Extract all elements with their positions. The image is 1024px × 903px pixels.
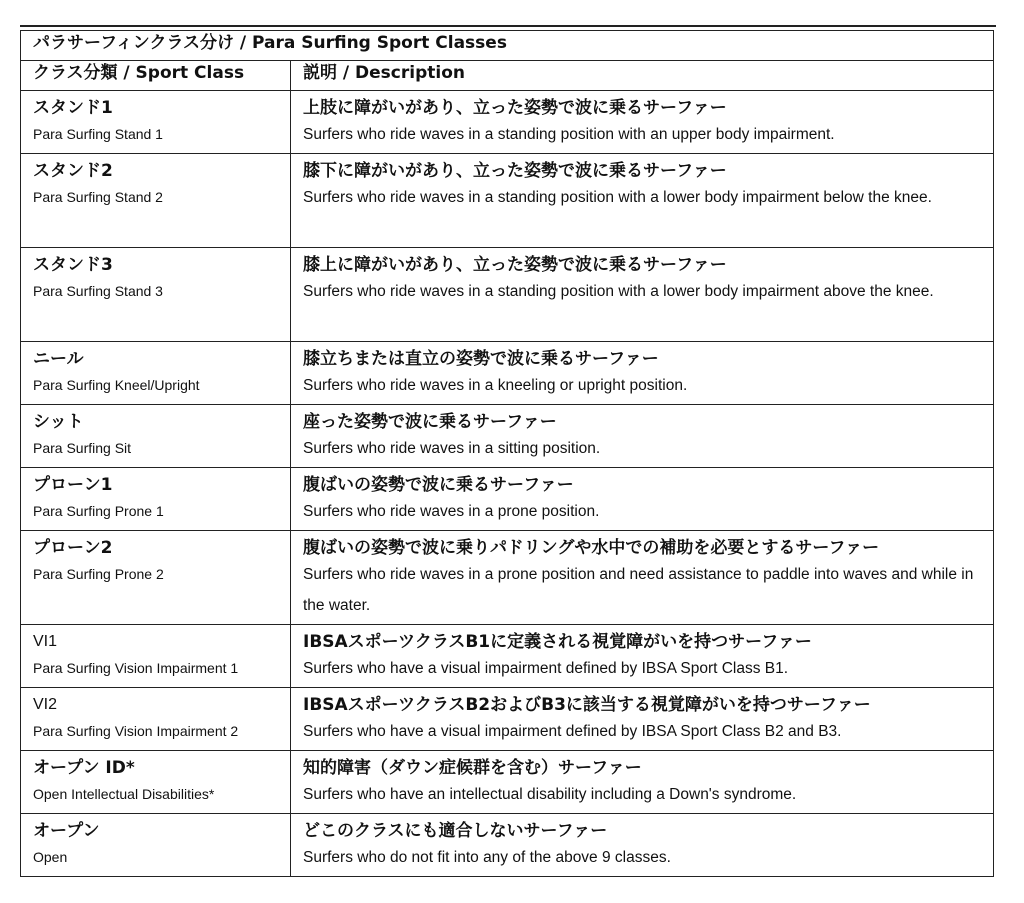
description-jp: 上肢に障がいがあり、立った姿勢で波に乗るサーファー — [303, 98, 727, 118]
description-cell — [291, 91, 994, 154]
table-row — [21, 531, 994, 625]
description-en: Surfers who have a visual impairment defined by IBSA Sport Class B2 and B3. — [303, 723, 842, 740]
description-en: Surfers who have a visual impairment defined by IBSA Sport Class B1. — [303, 660, 789, 677]
class-name-en: Open Intellectual Disabilities* — [33, 786, 215, 802]
header-class: クラス分類 / Sport Class — [21, 61, 291, 91]
description-jp: 腹ばいの姿勢で波に乗りパドリングや水中での補助を必要とするサーファー — [303, 538, 880, 558]
description-en: Surfers who ride waves in a prone position. — [303, 503, 600, 520]
class-cell — [21, 91, 291, 154]
table-row — [21, 248, 994, 342]
description-jp: 腹ばいの姿勢で波に乗るサーファー — [303, 475, 574, 495]
description-jp: どこのクラスにも適合しないサーファー — [303, 821, 608, 841]
class-cell — [21, 688, 291, 751]
description-jp: 座った姿勢で波に乗るサーファー — [303, 412, 557, 432]
class-name-en: Para Surfing Prone 1 — [33, 503, 164, 519]
header-description: 説明 / Description — [291, 61, 994, 91]
class-name-en: Para Surfing Vision Impairment 1 — [33, 660, 239, 676]
class-cell — [21, 248, 291, 342]
description-jp: 知的障害（ダウン症候群を含む）サーファー — [303, 758, 642, 778]
class-cell — [21, 468, 291, 531]
description-jp: 膝下に障がいがあり、立った姿勢で波に乗るサーファー — [303, 161, 727, 181]
table-row — [21, 814, 994, 877]
class-cell — [21, 342, 291, 405]
description-en: Surfers who do not fit into any of the above 9 classes. — [303, 849, 671, 866]
description-cell — [291, 531, 994, 625]
class-cell — [21, 814, 291, 877]
class-name-en: Para Surfing Kneel/Upright — [33, 377, 200, 393]
class-name-jp: VI2 — [33, 696, 58, 713]
class-name-jp: プローン1 — [33, 475, 113, 495]
table-row — [21, 688, 994, 751]
class-name-jp: スタンド3 — [33, 255, 113, 275]
class-name-jp: スタンド1 — [33, 98, 113, 118]
class-name-en: Open — [33, 849, 68, 865]
class-name-en: Para Surfing Stand 1 — [33, 126, 163, 142]
description-cell — [291, 468, 994, 531]
description-en: Surfers who ride waves in a standing position with an upper body impairment. — [303, 126, 835, 143]
description-cell — [291, 688, 994, 751]
description-jp: IBSAスポーツクラスB1に定義される視覚障がいを持つサーファー — [303, 632, 812, 652]
class-name-jp: オープン — [33, 821, 100, 841]
class-cell — [21, 531, 291, 625]
table-title-row — [21, 31, 994, 61]
table-row — [21, 468, 994, 531]
table-row — [21, 342, 994, 405]
table-title: パラサーフィンクラス分け / Para Surfing Sport Classes — [21, 31, 994, 61]
class-name-en: Para Surfing Vision Impairment 2 — [33, 723, 239, 739]
table-row — [21, 154, 994, 248]
table-header-row — [21, 61, 994, 91]
top-rule — [20, 25, 996, 27]
description-cell — [291, 342, 994, 405]
description-cell — [291, 625, 994, 688]
table-row — [21, 405, 994, 468]
class-name-jp: VI1 — [33, 633, 58, 650]
description-jp: IBSAスポーツクラスB2およびB3に該当する視覚障がいを持つサーファー — [303, 695, 871, 715]
class-cell — [21, 405, 291, 468]
class-name-en: Para Surfing Stand 2 — [33, 189, 163, 205]
class-cell — [21, 751, 291, 814]
description-en: Surfers who ride waves in a standing position with a lower body impairment above the knee. — [303, 283, 934, 300]
class-name-jp: スタンド2 — [33, 161, 113, 181]
description-cell — [291, 154, 994, 248]
description-cell — [291, 405, 994, 468]
description-cell — [291, 814, 994, 877]
description-en: Surfers who ride waves in a standing position with a lower body impairment below the knee. — [303, 189, 932, 206]
class-name-jp: ニール — [33, 349, 84, 369]
table-row — [21, 625, 994, 688]
description-en: Surfers who have an intellectual disability including a Down's syndrome. — [303, 786, 797, 803]
class-name-jp: オープン ID* — [33, 758, 135, 778]
table-row — [21, 751, 994, 814]
description-cell — [291, 751, 994, 814]
description-en: Surfers who ride waves in a prone position and need assistance to paddle into waves and while in the water. — [303, 566, 974, 614]
description-cell — [291, 248, 994, 342]
class-name-en: Para Surfing Prone 2 — [33, 566, 164, 582]
description-en: Surfers who ride waves in a sitting position. — [303, 440, 601, 457]
class-name-en: Para Surfing Stand 3 — [33, 283, 163, 299]
description-jp: 膝上に障がいがあり、立った姿勢で波に乗るサーファー — [303, 255, 727, 275]
sport-classes-table — [20, 30, 994, 877]
class-name-jp: プローン2 — [33, 538, 113, 558]
table-row — [21, 91, 994, 154]
description-jp: 膝立ちまたは直立の姿勢で波に乗るサーファー — [303, 349, 659, 369]
class-name-en: Para Surfing Sit — [33, 440, 132, 456]
class-cell — [21, 154, 291, 248]
description-en: Surfers who ride waves in a kneeling or upright position. — [303, 377, 688, 394]
class-name-jp: シット — [33, 412, 84, 432]
class-cell — [21, 625, 291, 688]
